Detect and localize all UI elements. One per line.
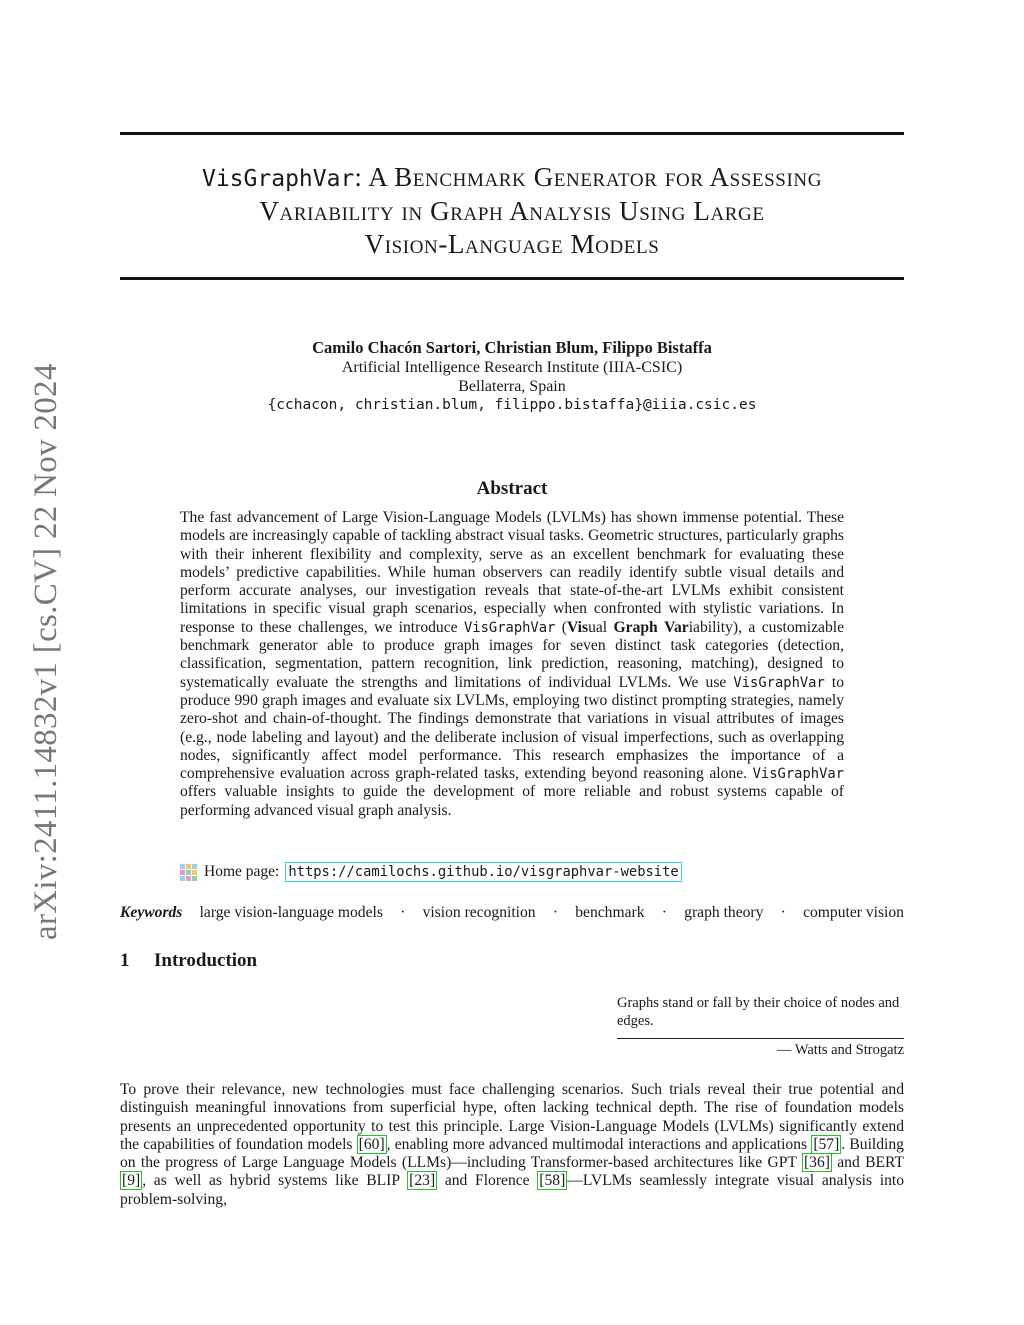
keyword-separator: ·: [400, 904, 406, 921]
intro-text: . Building on the progress of Large Language Models (LLMs)—including Transformer-based architectures like GPT: [120, 1135, 904, 1172]
acronym-vis: Vis: [566, 618, 589, 636]
acronym-graph: Graph: [613, 618, 658, 636]
intro-text: —LVLMs seamlessly integrate visual analysis into problem-solving,: [120, 1172, 905, 1208]
arxiv-sidebar-id: arXiv:2411.14832v1 [cs.CV] 22 Nov 2024: [28, 363, 64, 940]
tool-name-inline: VisGraphVar: [752, 766, 844, 783]
intro-text: and Florence: [437, 1172, 538, 1190]
keyword-item: vision recognition: [422, 904, 536, 921]
home-page-icon: [180, 864, 197, 881]
abstract-text-part-3: to produce 990 graph images and evaluate six LVLMs, employing two distinct prompting strategies, namely zero-shot and chain-of-thought. The findings demonstrate that variations in visual attributes of images (e.g., node labeling and layout) and the deliberate inclusion of visual imperfections, such as overlapping nodes, significantly affect model performance. This research emphasizes the importance of a comprehensive evaluation across graph-related tasks, extending beyond reasoning alone.: [180, 673, 845, 783]
epigraph-text: Graphs stand or fall by their choice of nodes and edges.: [617, 995, 900, 1029]
title-bottom-rule: [120, 277, 904, 280]
acronym-var: Var: [664, 618, 689, 636]
paper-title-line-3: Vision-Language Models: [364, 229, 660, 259]
author-location: Bellaterra, Spain: [458, 378, 566, 395]
epigraph-rule: [617, 1038, 904, 1039]
intro-text: To prove their relevance, new technologies must face challenging scenarios. Such trials reveal their true potential and distinguish meaningful innovations from superficial hype, often lacking technical depth. The rise of foundation models presents an unprecedented opportunity to test this principle. Large Vision-Language Models (LVLMs) significantly extend the capabilities of foundation models: [120, 1081, 904, 1153]
title-tool-name: VisGraphVar: [201, 166, 355, 192]
home-page-link[interactable]: https://camilochs.github.io/visgraphvar-website: [285, 862, 681, 882]
home-page-row: [180, 862, 682, 882]
keyword-separator: ·: [552, 904, 559, 921]
tool-name-inline: VisGraphVar: [463, 619, 556, 636]
abstract-body: [180, 509, 844, 820]
abstract-heading: Abstract: [476, 478, 548, 499]
keywords-row: [120, 903, 904, 923]
section-number: 1: [120, 950, 130, 971]
title-line-1-rest: : A Benchmark Generator for Assessing: [354, 162, 823, 192]
abstract-text-part-4: offers valuable insights to guide the development of more reliable and robust systems capable of performing advanced visual graph analysis.: [180, 783, 844, 819]
citation-link[interactable]: [58]: [539, 1172, 566, 1190]
home-page-label: Home page:: [204, 863, 280, 880]
citation-link[interactable]: [36]: [803, 1154, 830, 1172]
author-names: Camilo Chacón Sartori, Christian Blum, Filippo Bistaffa: [312, 338, 712, 357]
author-emails: {cchacon, christian.blum, filippo.bistaffa}@iiia.csic.es: [267, 397, 757, 413]
title-top-rule: [120, 132, 904, 135]
keywords-label: Keywords: [120, 904, 183, 921]
paper-title-line-1: [110, 160, 914, 196]
author-institute: Artificial Intelligence Research Institute (IIIA-CSIC): [341, 359, 683, 376]
keyword-separator: ·: [661, 904, 667, 921]
keyword-item: graph theory: [684, 904, 764, 921]
paper-title-line-2: Variability in Graph Analysis Using Large: [259, 196, 765, 226]
tool-name-inline: VisGraphVar: [733, 674, 825, 691]
keyword-item: large vision-language models: [199, 904, 383, 921]
introduction-paragraph: [120, 1081, 904, 1209]
intro-text: , enabling more advanced multimodal interactions and applications: [386, 1135, 812, 1153]
citation-link[interactable]: [23]: [409, 1172, 436, 1190]
section-heading-introduction: [120, 950, 257, 972]
section-title: Introduction: [154, 950, 258, 971]
acronym-open: (: [555, 618, 567, 636]
citation-link[interactable]: [9]: [122, 1172, 141, 1190]
intro-text: and BERT: [831, 1154, 904, 1172]
abstract-text-part-1: The fast advancement of Large Vision-Language Models (LVLMs) has shown immense potential. These models are increasingly capable of tackling abstract visual tasks. Geometric structures, particularly graphs with their inherent flexibility and complexity, serve as an excellent benchmark for evaluating these models’ predictive capabilities. While human observers can readily identify subtle visual details and perform accurate analyses, our investigation reveals that state-of-the-art LVLMs exhibit consistent limitations in specific visual graph scenarios, especially when confronted with stylistic variations. In response to these challenges, we introduce: [180, 509, 844, 636]
keyword-separator: ·: [780, 904, 786, 921]
keyword-item: benchmark: [575, 904, 645, 921]
intro-text: , as well as hybrid systems like BLIP: [142, 1172, 408, 1190]
abstract-text-part-2: iability), a customizable benchmark generator able to produce graph images for seven distinct task categories (detection, classification, segmentation, pattern recognition, link prediction, reasoning, matching), designed to systematically evaluate the strengths and limitations of individual LVLMs. We use: [180, 618, 845, 691]
citation-link[interactable]: [60]: [358, 1135, 385, 1153]
acronym-ual: ual: [588, 618, 614, 636]
epigraph-author: — Watts and Strogatz: [776, 1042, 904, 1058]
citation-link[interactable]: [57]: [813, 1135, 840, 1153]
keyword-item: computer vision: [803, 904, 904, 921]
